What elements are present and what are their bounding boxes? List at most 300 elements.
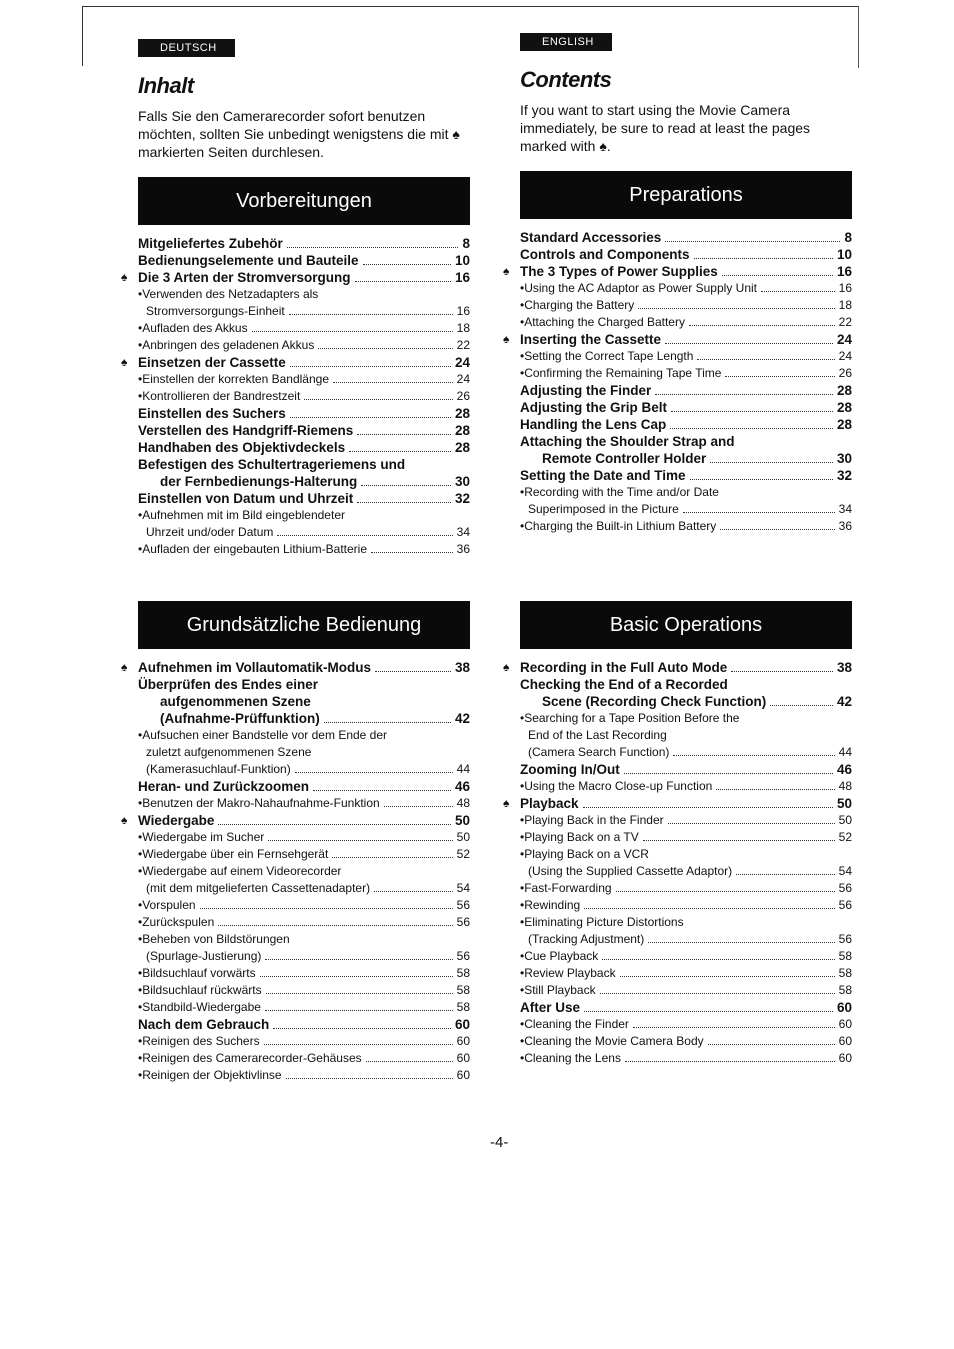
toc-entry <box>138 710 470 727</box>
dot-leader <box>665 343 833 344</box>
toc-entry <box>138 252 470 269</box>
toc-entry <box>138 863 470 880</box>
toc-entry-text: After Use <box>520 1000 581 1015</box>
toc-entry-text: End of the Last Recording <box>528 728 667 742</box>
intro-text-deutsch: Falls Sie den Camerarecorder sofort benutzen möchten, sollten Sie unbedingt wenigstens die mit ♠ markierten Seiten durchlesen. <box>138 108 460 160</box>
page-number: -4- <box>490 1134 509 1151</box>
toc-entry <box>503 263 852 280</box>
section-heading-preparations: Preparations <box>520 171 852 219</box>
toc-entry <box>520 982 852 999</box>
toc-entry-text: •Aufsuchen einer Bandstelle vor dem Ende der <box>138 728 388 742</box>
toc-entry-page: 8 <box>462 236 470 251</box>
toc-entry-text: •Reinigen des Suchers <box>138 1034 260 1048</box>
toc-entry-page: 56 <box>456 949 470 963</box>
dot-leader <box>671 411 833 412</box>
toc-entry-text: Nach dem Gebrauch <box>138 1017 270 1032</box>
dot-leader <box>304 399 452 400</box>
toc-entry <box>138 524 470 541</box>
toc-entry-text: •Using the AC Adaptor as Power Supply Unit <box>520 281 757 295</box>
toc-entry <box>138 235 470 252</box>
toc-entry-page: 42 <box>454 711 470 726</box>
dot-leader <box>318 348 452 349</box>
toc-entry-page: 28 <box>454 406 470 421</box>
toc-entry-text: Befestigen des Schultertrageriemens und <box>138 457 406 472</box>
toc-entry <box>138 303 470 320</box>
toc-entry <box>138 948 470 965</box>
toc-entry <box>520 948 852 965</box>
toc-entry-page: 58 <box>456 966 470 980</box>
toc-entry-page: 26 <box>456 389 470 403</box>
dot-leader <box>290 366 451 367</box>
toc-entry-page: 50 <box>454 813 470 828</box>
toc-entry-text: Controls and Components <box>520 247 690 262</box>
toc-entry <box>121 659 470 676</box>
toc-entry-page: 60 <box>838 1017 852 1031</box>
toc-entry-page: 28 <box>836 400 852 415</box>
toc-entry <box>138 931 470 948</box>
toc-entry-text: Handling the Lens Cap <box>520 417 667 432</box>
toc-entry-text: •Zurückspulen <box>138 915 215 929</box>
dot-leader <box>583 807 833 808</box>
title-contents: Contents <box>520 67 612 92</box>
toc-entry <box>138 778 470 795</box>
toc-entry-page: 48 <box>838 779 852 793</box>
toc-entry-page: 48 <box>456 796 470 810</box>
toc-entry <box>520 1033 852 1050</box>
toc-entry-text: •Eliminating Picture Distortions <box>520 915 684 929</box>
toc-entry-text: Setting the Date and Time <box>520 468 686 483</box>
dot-leader <box>638 308 834 309</box>
toc-entry-page: 10 <box>836 247 852 262</box>
toc-entry <box>520 433 852 450</box>
toc-entry <box>138 829 470 846</box>
dot-leader <box>689 325 835 326</box>
toc-entry-text: Überprüfen des Endes einer <box>138 677 319 692</box>
toc-entry-text: (Tracking Adjustment) <box>528 932 645 946</box>
toc-entry-text: •Kontrollieren der Bandrestzeit <box>138 389 301 403</box>
toc-entry-text: (Aufnahme-Prüffunktion) <box>160 711 320 726</box>
toc-entry-text: aufgenommenen Szene <box>160 694 311 709</box>
dot-leader <box>265 1010 453 1011</box>
toc-entry-page: 16 <box>456 304 470 318</box>
dot-leader <box>770 705 833 706</box>
toc-entry <box>520 999 852 1016</box>
toc-entry-page: 30 <box>836 451 852 466</box>
toc-entry <box>138 1033 470 1050</box>
toc-entry <box>520 676 852 693</box>
dot-leader <box>710 462 833 463</box>
spade-marker-icon: ♠ <box>503 264 510 278</box>
toc-entry <box>138 541 470 558</box>
dot-leader <box>683 512 835 513</box>
dot-leader <box>313 790 451 791</box>
section-heading-grundsaetzliche-bedienung: Grundsätzliche Bedienung <box>138 601 470 649</box>
toc-entry-text: (Kamerasuchlauf-Funktion) <box>146 762 291 776</box>
toc-entry-text: •Wiedergabe über ein Fernsehgerät <box>138 847 329 861</box>
toc-entry-text: Zooming In/Out <box>520 762 620 777</box>
toc-entry-text: Recording in the Full Auto Mode <box>520 660 728 675</box>
dot-leader <box>218 925 452 926</box>
dot-leader <box>361 485 451 486</box>
toc-entry <box>138 795 470 812</box>
spade-marker-icon: ♠ <box>121 660 128 674</box>
toc-entry-page: 22 <box>456 338 470 352</box>
toc-entry-text: Superimposed in the Picture <box>528 502 679 516</box>
toc-entry <box>520 518 852 535</box>
toc-entry-text: Stromversorgungs-Einheit <box>146 304 285 318</box>
toc-entry <box>503 331 852 348</box>
toc-entry-page: 34 <box>838 502 852 516</box>
toc-entry <box>138 490 470 507</box>
dot-leader <box>290 417 451 418</box>
toc-entry <box>138 405 470 422</box>
toc-entry <box>520 693 852 710</box>
toc-entry <box>121 354 470 371</box>
toc-entry-text: der Fernbedienungs-Halterung <box>160 474 358 489</box>
toc-entry <box>520 297 852 314</box>
toc-entry <box>138 320 470 337</box>
toc-entry-page: 50 <box>838 813 852 827</box>
dot-leader <box>722 275 833 276</box>
toc-entry-page: 26 <box>838 366 852 380</box>
dot-leader <box>287 247 459 248</box>
toc-entry-text: •Still Playback <box>520 983 596 997</box>
toc-entry-page: 22 <box>838 315 852 329</box>
toc-entry-page: 56 <box>456 898 470 912</box>
toc-entry-text: Adjusting the Finder <box>520 383 652 398</box>
dot-leader <box>375 671 451 672</box>
dot-leader <box>600 993 835 994</box>
toc-entry <box>520 778 852 795</box>
toc-entry <box>138 914 470 931</box>
toc-entry-page: 54 <box>838 864 852 878</box>
toc-entry <box>520 246 852 263</box>
dot-leader <box>665 241 840 242</box>
dot-leader <box>625 1061 835 1062</box>
toc-entry <box>520 829 852 846</box>
dot-leader <box>616 891 835 892</box>
dot-leader <box>332 857 452 858</box>
toc-entry-page: 8 <box>844 230 852 245</box>
toc-entry-text: •Cleaning the Lens <box>520 1051 621 1065</box>
toc-entry <box>520 812 852 829</box>
toc-entry-text: •Confirming the Remaining Tape Time <box>520 366 722 380</box>
column-english <box>503 32 852 1067</box>
dot-leader <box>265 959 452 960</box>
toc-entry-text: Remote Controller Holder <box>542 451 707 466</box>
toc-entry-text: •Playing Back in the Finder <box>520 813 664 827</box>
toc-entry-text: •Bildsuchlauf vorwärts <box>138 966 256 980</box>
dot-leader <box>266 993 453 994</box>
toc-entry-text: •Benutzen der Makro-Nahaufnahme-Funktion <box>138 796 380 810</box>
toc-list <box>503 659 852 1067</box>
toc-entry-page: 56 <box>838 932 852 946</box>
toc-entry-text: Wiedergabe <box>138 813 215 828</box>
toc-entry-text: Verstellen des Handgriff-Riemens <box>138 423 354 438</box>
toc-entry-text: The 3 Types of Power Supplies <box>520 264 718 279</box>
spade-marker-icon: ♠ <box>503 660 510 674</box>
toc-entry-page: 60 <box>454 1017 470 1032</box>
toc-entry-page: 30 <box>454 474 470 489</box>
toc-entry <box>520 710 852 727</box>
dot-leader <box>295 772 453 773</box>
spade-marker-icon: ♠ <box>121 355 128 369</box>
toc-entry <box>138 286 470 303</box>
toc-entry-page: 56 <box>838 881 852 895</box>
dot-leader <box>357 502 451 503</box>
toc-entry-text: •Einstellen der korrekten Bandlänge <box>138 372 329 386</box>
toc-list <box>503 229 852 599</box>
toc-entry-text: Einstellen des Suchers <box>138 406 286 421</box>
dot-leader <box>333 382 453 383</box>
toc-entry-text: (Camera Search Function) <box>528 745 670 759</box>
toc-entry-page: 16 <box>836 264 852 279</box>
toc-entry-text: •Charging the Battery <box>520 298 635 312</box>
dot-leader <box>218 824 451 825</box>
toc-entry <box>520 229 852 246</box>
toc-entry-text: Bedienungselemente und Bauteile <box>138 253 359 268</box>
toc-entry <box>520 416 852 433</box>
toc-entry-text: •Cleaning the Movie Camera Body <box>520 1034 704 1048</box>
section-heading-vorbereitungen: Vorbereitungen <box>138 177 470 225</box>
toc-entry <box>520 365 852 382</box>
toc-entry <box>138 507 470 524</box>
toc-entry <box>121 812 470 829</box>
toc-entry <box>138 999 470 1016</box>
toc-entry-page: 24 <box>836 332 852 347</box>
dot-leader <box>725 376 834 377</box>
toc-entry-page: 44 <box>456 762 470 776</box>
toc-entry <box>138 761 470 778</box>
toc-entry-page: 36 <box>838 519 852 533</box>
dot-leader <box>708 1044 835 1045</box>
toc-entry <box>520 314 852 331</box>
toc-entry-page: 52 <box>838 830 852 844</box>
toc-entry <box>138 456 470 473</box>
toc-entry-text: (Using the Supplied Cassette Adaptor) <box>528 864 733 878</box>
toc-entry <box>138 1016 470 1033</box>
toc-entry <box>520 914 852 931</box>
toc-entry-page: 28 <box>454 440 470 455</box>
toc-entry <box>138 727 470 744</box>
toc-entry <box>138 965 470 982</box>
toc-entry <box>520 399 852 416</box>
dot-leader <box>716 789 834 790</box>
dot-leader <box>363 264 451 265</box>
toc-entry-page: 38 <box>836 660 852 675</box>
dot-leader <box>286 1078 453 1079</box>
toc-entry-text: •Reinigen der Objektivlinse <box>138 1068 282 1082</box>
dot-leader <box>633 1027 835 1028</box>
toc-entry-page: 38 <box>454 660 470 675</box>
toc-entry <box>503 659 852 676</box>
toc-entry-page: 16 <box>838 281 852 295</box>
toc-entry-text: •Bildsuchlauf rückwärts <box>138 983 262 997</box>
toc-entry-page: 28 <box>836 383 852 398</box>
toc-entry <box>138 897 470 914</box>
toc-entry-text: •Verwenden des Netzadapters als <box>138 287 319 301</box>
toc-entry-page: 46 <box>836 762 852 777</box>
toc-entry <box>520 727 852 744</box>
toc-entry <box>520 761 852 778</box>
toc-entry-page: 24 <box>456 372 470 386</box>
toc-list <box>121 659 470 1084</box>
toc-entry-text: •Attaching the Charged Battery <box>520 315 685 329</box>
dot-leader <box>324 722 451 723</box>
dot-leader <box>673 755 834 756</box>
toc-entry-page: 60 <box>456 1068 470 1082</box>
toc-entry <box>138 744 470 761</box>
toc-entry-text: zuletzt aufgenommenen Szene <box>146 745 312 759</box>
toc-entry <box>520 450 852 467</box>
toc-entry-page: 24 <box>454 355 470 370</box>
toc-entry <box>520 744 852 761</box>
dot-leader <box>602 959 834 960</box>
dot-leader <box>289 314 453 315</box>
toc-entry-page: 60 <box>456 1051 470 1065</box>
toc-entry <box>520 348 852 365</box>
toc-entry-text: •Vorspulen <box>138 898 196 912</box>
spade-marker-icon: ♠ <box>121 270 128 284</box>
toc-entry-text: Standard Accessories <box>520 230 662 245</box>
toc-entry-text: •Reinigen des Camerarecorder-Gehäuses <box>138 1051 362 1065</box>
language-tag-english: ENGLISH <box>520 33 612 51</box>
section-heading-basic-operations: Basic Operations <box>520 601 852 649</box>
title-inhalt: Inhalt <box>138 73 194 98</box>
toc-entry-page: 46 <box>454 779 470 794</box>
dot-leader <box>252 331 453 332</box>
toc-entry-page: 28 <box>836 417 852 432</box>
toc-entry-page: 60 <box>838 1051 852 1065</box>
toc-entry-text: •Cleaning the Finder <box>520 1017 629 1031</box>
toc-entry <box>520 965 852 982</box>
frame-line-left <box>82 6 83 66</box>
language-tag-deutsch: DEUTSCH <box>138 39 235 57</box>
toc-entry-page: 32 <box>454 491 470 506</box>
toc-entry-text: •Cue Playback <box>520 949 599 963</box>
toc-entry <box>520 880 852 897</box>
toc-entry-page: 18 <box>456 321 470 335</box>
spade-marker-icon: ♠ <box>121 813 128 827</box>
toc-entry-text: Die 3 Arten der Stromversorgung <box>138 270 351 285</box>
spade-marker-icon: ♠ <box>503 332 510 346</box>
dot-leader <box>366 1061 453 1062</box>
toc-entry-page: 58 <box>838 966 852 980</box>
toc-entry-page: 44 <box>838 745 852 759</box>
intro-text-english: If you want to start using the Movie Camera immediately, be sure to read at least the pages marked with ♠. <box>520 102 811 154</box>
toc-entry-text: Playback <box>520 796 579 811</box>
toc-entry-text: Scene (Recording Check Function) <box>542 694 767 709</box>
dot-leader <box>720 529 834 530</box>
toc-entry-page: 36 <box>456 542 470 556</box>
dot-leader <box>384 806 453 807</box>
toc-entry <box>121 269 470 286</box>
toc-entry-text: Handhaben des Objektivdeckels <box>138 440 346 455</box>
toc-entry-page: 60 <box>838 1034 852 1048</box>
dot-leader <box>620 976 835 977</box>
toc-entry <box>138 1050 470 1067</box>
toc-entry-text: Uhrzeit und/oder Datum <box>146 525 274 539</box>
dot-leader <box>584 1011 833 1012</box>
dot-leader <box>668 823 835 824</box>
toc-entry-page: 58 <box>456 983 470 997</box>
toc-entry-text: •Searching for a Tape Position Before the <box>520 711 740 725</box>
toc-entry-page: 24 <box>838 349 852 363</box>
dot-leader <box>690 479 833 480</box>
frame-line-top <box>82 6 859 7</box>
toc-entry <box>520 280 852 297</box>
dot-leader <box>643 840 835 841</box>
toc-entry-page: 18 <box>838 298 852 312</box>
toc-entry-text: •Wiedergabe im Sucher <box>138 830 265 844</box>
dot-leader <box>277 535 452 536</box>
toc-entry <box>138 439 470 456</box>
toc-entry-text: (Spurlage-Justierung) <box>146 949 262 963</box>
toc-entry-page: 58 <box>456 1000 470 1014</box>
toc-entry <box>520 467 852 484</box>
toc-entry-text: Mitgeliefertes Zubehör <box>138 236 283 251</box>
toc-entry-text: •Charging the Built-in Lithium Battery <box>520 519 717 533</box>
toc-entry-text: •Playing Back on a VCR <box>520 847 649 861</box>
dot-leader <box>731 671 833 672</box>
dot-leader <box>697 359 834 360</box>
toc-entry-text: •Playing Back on a TV <box>520 830 639 844</box>
toc-entry <box>138 676 470 693</box>
toc-entry <box>138 422 470 439</box>
toc-entry-text: •Anbringen des geladenen Akkus <box>138 338 315 352</box>
toc-entry-text: •Setting the Correct Tape Length <box>520 349 694 363</box>
toc-entry-text: Einstellen von Datum und Uhrzeit <box>138 491 354 506</box>
toc-entry-text: •Fast-Forwarding <box>520 881 612 895</box>
toc-entry-page: 28 <box>454 423 470 438</box>
toc-entry-page: 34 <box>456 525 470 539</box>
column-deutsch <box>121 38 470 1084</box>
toc-entry <box>520 484 852 501</box>
toc-entry-text: (mit dem mitgelieferten Cassettenadapter) <box>146 881 371 895</box>
toc-entry-page: 56 <box>456 915 470 929</box>
toc-entry <box>138 473 470 490</box>
toc-entry-page: 54 <box>456 881 470 895</box>
toc-entry-text: •Aufladen des Akkus <box>138 321 248 335</box>
toc-entry-text: Aufnehmen im Vollautomatik-Modus <box>138 660 372 675</box>
toc-entry-page: 56 <box>838 898 852 912</box>
toc-entry-page: 60 <box>456 1034 470 1048</box>
dot-leader <box>761 291 835 292</box>
spade-marker-icon: ♠ <box>503 796 510 810</box>
dot-leader <box>624 773 833 774</box>
toc-entry-page: 16 <box>454 270 470 285</box>
toc-entry-text: •Aufnehmen mit im Bild eingeblendeter <box>138 508 345 522</box>
dot-leader <box>584 908 834 909</box>
toc-entry-text: Heran- und Zurückzoomen <box>138 779 310 794</box>
dot-leader <box>374 891 453 892</box>
dot-leader <box>655 394 833 395</box>
toc-entry-page: 52 <box>456 847 470 861</box>
toc-entry <box>520 846 852 863</box>
dot-leader <box>694 258 833 259</box>
toc-entry-text: •Wiedergabe auf einem Videorecorder <box>138 864 342 878</box>
toc-entry-page: 50 <box>456 830 470 844</box>
toc-entry-text: •Standbild-Wiedergabe <box>138 1000 261 1014</box>
toc-entry <box>520 1050 852 1067</box>
dot-leader <box>355 281 451 282</box>
dot-leader <box>648 942 834 943</box>
toc-entry-text: •Aufladen der eingebauten Lithium-Batterie <box>138 542 368 556</box>
toc-entry-page: 58 <box>838 983 852 997</box>
toc-entry-text: •Review Playback <box>520 966 616 980</box>
toc-entry-text: •Using the Macro Close-up Function <box>520 779 713 793</box>
toc-entry <box>138 982 470 999</box>
